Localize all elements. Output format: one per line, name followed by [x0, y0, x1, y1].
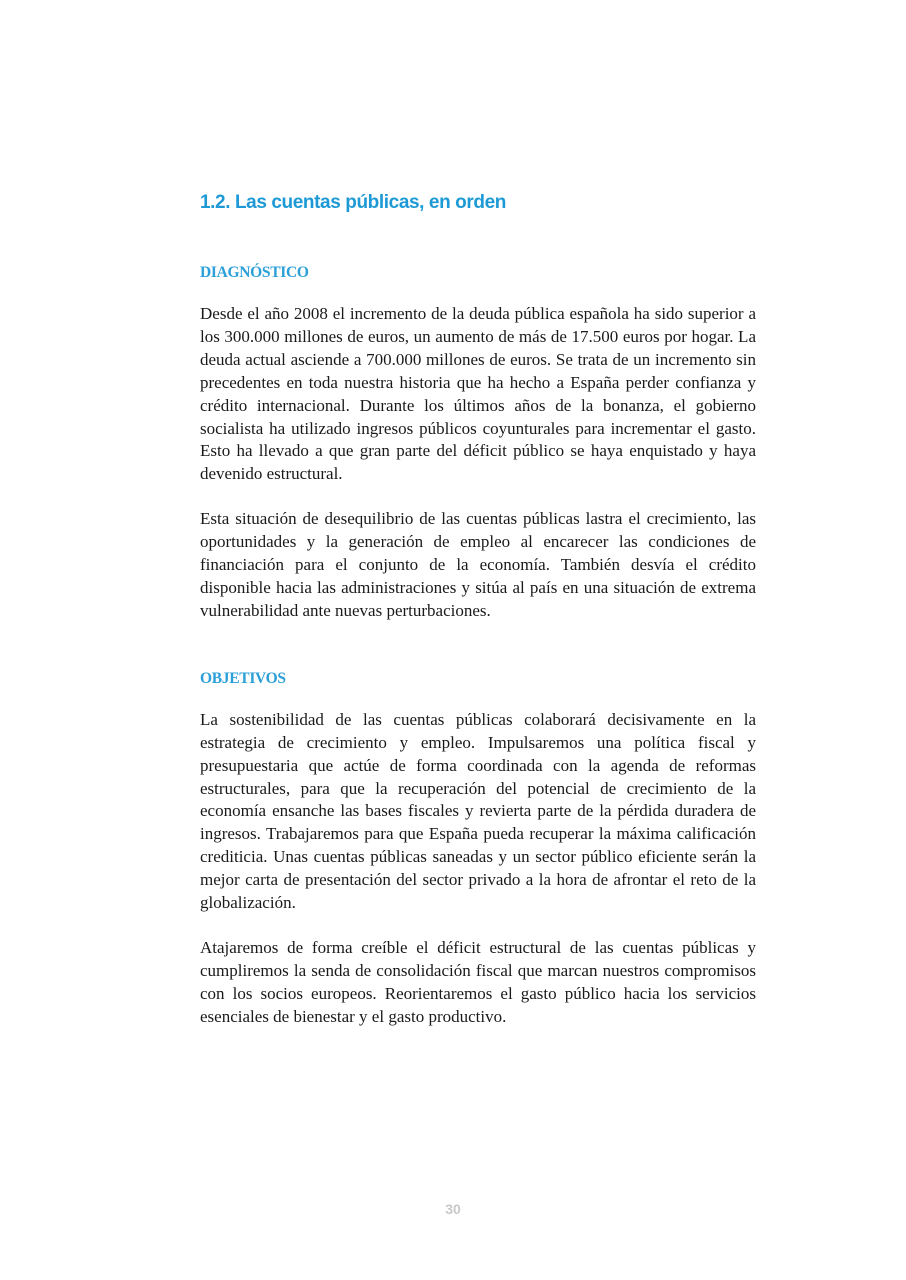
section-title: 1.2. Las cuentas públicas, en orden: [200, 192, 506, 213]
objetivos-paragraph-2: Atajaremos de forma creíble el déficit estructural de las cuentas públicas y cumpliremos la senda de consolidación fiscal que marcan nuestros compromisos con los socios europeos. Reorientaremos el gasto público hacia los servicios esenciales de bienestar y el gasto productivo.: [200, 937, 756, 1026]
objetivos-paragraph-1: La sostenibilidad de las cuentas públicas colaborará decisivamente en la estrategia de crecimiento y empleo. Impulsaremos una política fiscal y presupuestaria que actúe de forma coordinada con la agenda de reformas estructurales, para que la recuperación del potencial de crecimiento de la economía ensanche las bases fiscales y revierta parte de la pérdida duradera de ingresos. Trabajaremos para que España pueda recuperar la máxima calificación crediticia. Unas cuentas públicas saneadas y un sector público eficiente serán la mejor carta de presentación del sector privado a la hora de afrontar el reto de la globalización.: [200, 709, 756, 913]
page-content: [200, 190, 756, 1029]
diagnostico-heading: DIAGNÓSTICO: [200, 264, 309, 281]
diagnostico-paragraph-1: Desde el año 2008 el incremento de la deuda pública española ha sido superior a los 300.000 millones de euros, un aumento de más de 17.500 euros por hogar. La deuda actual asciende a 700.000 millones de euros. Se trata de un incremento sin precedentes en toda nuestra historia que ha hecho a España perder confianza y crédito internacional. Durante los últimos años de la bonanza, el gobierno socialista ha utilizado ingresos públicos coyunturales para incrementar el gasto. Esto ha llevado a que gran parte del déficit público se haya enquistado y haya devenido estructural.: [200, 304, 756, 484]
objetivos-heading: OBJETIVOS: [200, 669, 286, 687]
page-number: 30: [445, 1201, 461, 1217]
diagnostico-paragraph-2: Esta situación de desequilibrio de las cuentas públicas lastra el crecimiento, las oportunidades y la generación de empleo al encarecer las condiciones de financiación para el conjunto de la economía. También desvía el crédito disponible hacia las administraciones y sitúa al país en una situación de extrema vulnerabilidad ante nuevas perturbaciones.: [200, 509, 756, 620]
